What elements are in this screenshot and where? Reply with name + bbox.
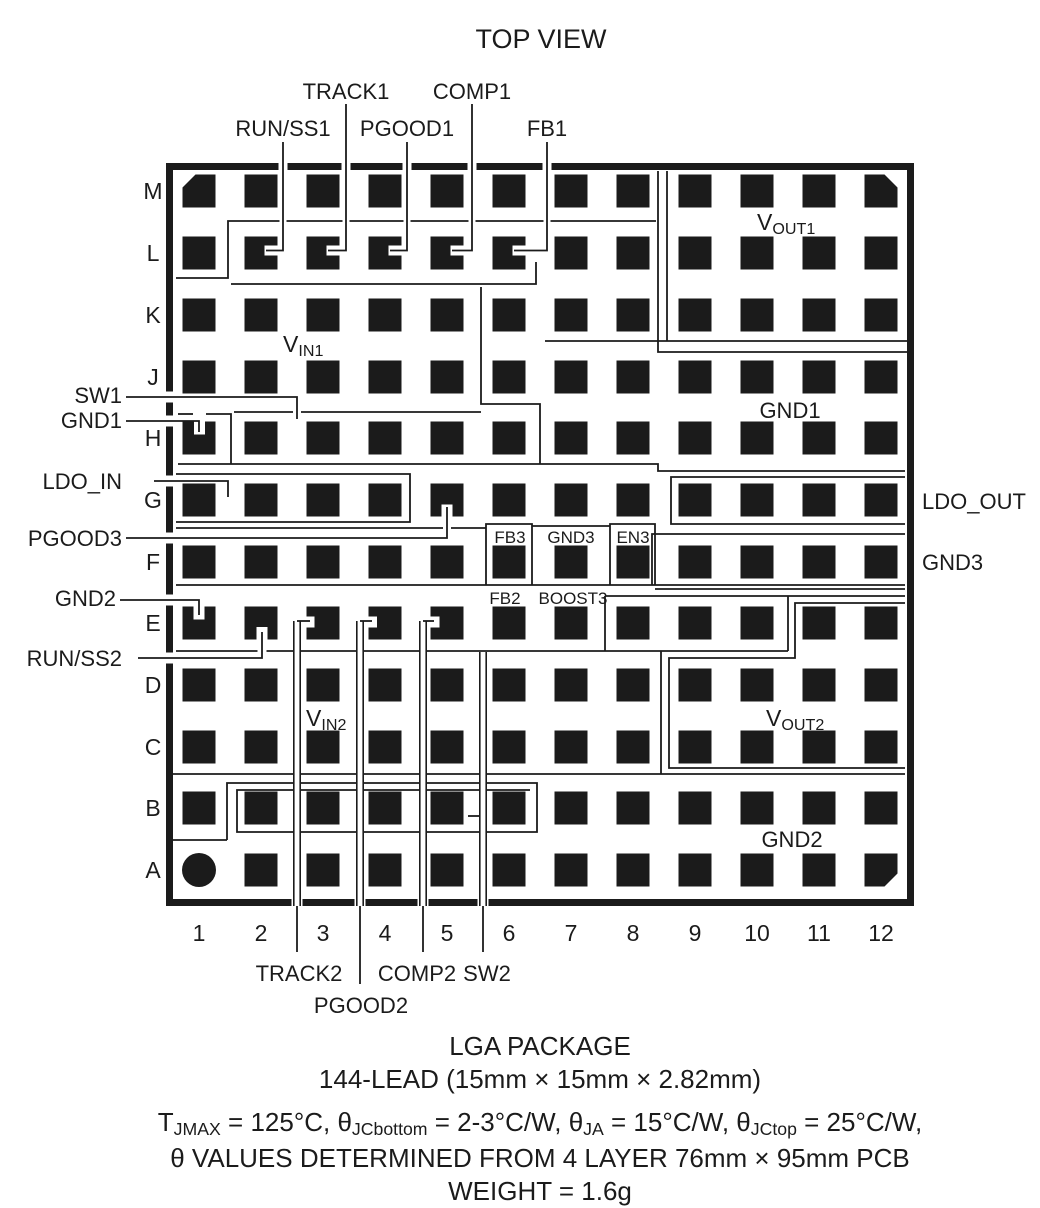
col-label-5: 5 [440,920,454,946]
pad-A4 [369,854,402,887]
pad-B9 [679,792,712,825]
col-label-2: 2 [254,920,268,946]
pad-H3 [307,422,340,455]
pad-B1 [183,792,216,825]
pad-H12 [865,422,898,455]
pad-K4 [369,299,402,332]
label-en3: EN3 [616,528,650,547]
pad-C5 [431,731,464,764]
footer-line-5: WEIGHT = 1.6g [448,1176,632,1206]
pad-A11 [803,854,836,887]
row-label-G: G [144,487,162,513]
label-sw1: SW1 [74,383,122,408]
pad-D3 [307,669,340,702]
pad-M7 [555,175,588,208]
pad-M10 [741,175,774,208]
label-track2: TRACK2 [255,961,343,986]
pad-J7 [555,361,588,394]
label-runss1: RUN/SS1 [235,116,331,141]
pad-K10 [741,299,774,332]
pad-G4 [369,484,402,517]
label-fb3: FB3 [494,528,526,547]
label-track1: TRACK1 [302,79,390,104]
col-label-3: 3 [316,920,330,946]
pad-G10 [741,484,774,517]
pad-K3 [307,299,340,332]
pad-C1 [183,731,216,764]
pad-K1 [183,299,216,332]
pad-grid [182,175,898,888]
pad-F2 [245,546,278,579]
pad-C9 [679,731,712,764]
col-label-6: 6 [502,920,516,946]
col-label-9: 9 [688,920,702,946]
pad-F8 [617,546,650,579]
pad-L7 [555,237,588,270]
pad-K12 [865,299,898,332]
row-label-L: L [146,240,160,266]
label-comp2: COMP2 [377,961,457,986]
footer [0,1030,1040,1208]
pad-G9 [679,484,712,517]
label-vout1: VOUT1 [757,209,816,238]
pad-L8 [617,237,650,270]
pad-M2 [245,175,278,208]
pad-H9 [679,422,712,455]
pad-B8 [617,792,650,825]
pad-E8 [617,607,650,640]
pad-M6 [493,175,526,208]
pad-G12 [865,484,898,517]
pad-J6 [493,361,526,394]
pad-A6 [493,854,526,887]
pad-K5 [431,299,464,332]
pad-K8 [617,299,650,332]
pad-F6 [493,546,526,579]
pad-E10 [741,607,774,640]
label-gnd1_r: GND1 [759,398,821,423]
pad-J11 [803,361,836,394]
pad-M5 [431,175,464,208]
pad-F1 [183,546,216,579]
pad-L9 [679,237,712,270]
pad-M8 [617,175,650,208]
label-sw2: SW2 [463,961,511,986]
footer-line-4: θ VALUES DETERMINED FROM 4 LAYER 76mm × 95mm PCB [170,1143,910,1173]
pad-M9 [679,175,712,208]
row-label-E: E [145,610,161,636]
label-vin1: VIN1 [283,331,324,360]
label-gnd2_l: GND2 [54,586,116,611]
pad-A9 [679,854,712,887]
pad-J12 [865,361,898,394]
pad-K11 [803,299,836,332]
label-gnd3_r: GND3 [922,550,984,575]
pad-D2 [245,669,278,702]
label-gnd1_l: GND1 [60,408,122,433]
col-label-8: 8 [626,920,640,946]
col-label-7: 7 [564,920,578,946]
pad-M1 [183,175,216,208]
pad-F5 [431,546,464,579]
pad-G6 [493,484,526,517]
label-fb2: FB2 [489,589,521,608]
pad-M12 [865,175,898,208]
pad-E12 [865,607,898,640]
pad-C4 [369,731,402,764]
label-gnd2_r: GND2 [761,827,823,852]
pad-B3 [307,792,340,825]
label-pgood2: PGOOD2 [313,993,409,1018]
pad-F7 [555,546,588,579]
row-label-A: A [145,857,161,883]
pad-E11 [803,607,836,640]
pad-D12 [865,669,898,702]
row-label-K: K [145,302,161,328]
row-label-F: F [145,549,161,575]
pad-B4 [369,792,402,825]
label-comp1: COMP1 [432,79,512,104]
pad-B6 [493,792,526,825]
pad-D8 [617,669,650,702]
pad-H6 [493,422,526,455]
label-boost3: BOOST3 [538,589,608,608]
pad-G11 [803,484,836,517]
pad-F10 [741,546,774,579]
pad-K6 [493,299,526,332]
pad-G2 [245,484,278,517]
pad-H4 [369,422,402,455]
row-label-M: M [143,178,163,204]
pad-D11 [803,669,836,702]
pad-G7 [555,484,588,517]
pad-H2 [245,422,278,455]
pad-H11 [803,422,836,455]
pad-A10 [741,854,774,887]
label-fb1: FB1 [526,116,568,141]
row-label-C: C [144,734,162,760]
row-label-J: J [147,364,159,390]
pad-D4 [369,669,402,702]
row-label-D: D [144,672,162,698]
pad-B12 [865,792,898,825]
col-label-1: 1 [192,920,206,946]
pad-G8 [617,484,650,517]
pad-M3 [307,175,340,208]
pad-L1 [183,237,216,270]
pad-A7 [555,854,588,887]
pad-L12 [865,237,898,270]
pad-K2 [245,299,278,332]
label-pgood1: PGOOD1 [359,116,455,141]
label-ldo_in: LDO_IN [42,469,122,494]
pad-B10 [741,792,774,825]
pad-L10 [741,237,774,270]
label-vin2: VIN2 [306,705,347,734]
pad-L11 [803,237,836,270]
label-ldo_out: LDO_OUT [922,489,1026,514]
pad-C12 [865,731,898,764]
pad-C11 [803,731,836,764]
pad-J2 [245,361,278,394]
pad-C8 [617,731,650,764]
pad-E7 [555,607,588,640]
pad-C10 [741,731,774,764]
pad-H10 [741,422,774,455]
page-title: TOP VIEW [475,24,607,54]
col-label-4: 4 [378,920,392,946]
label-runss2: RUN/SS2 [26,646,122,671]
col-label-10: 10 [744,920,770,946]
pad-K7 [555,299,588,332]
pad-D9 [679,669,712,702]
pad-G1 [183,484,216,517]
pad-C6 [493,731,526,764]
pad-J9 [679,361,712,394]
pad-J5 [431,361,464,394]
pad-F11 [803,546,836,579]
label-pgood3: PGOOD3 [27,526,122,551]
pad-D5 [431,669,464,702]
row-label-B: B [145,795,161,821]
pad-H8 [617,422,650,455]
pad-F3 [307,546,340,579]
footer-line-2: 144-LEAD (15mm × 15mm × 2.82mm) [318,1064,762,1094]
pad-J4 [369,361,402,394]
region-outlines [173,171,911,840]
pad-B5 [431,792,464,825]
pad-A1-pin1-marker [182,853,216,887]
pad-F4 [369,546,402,579]
pad-D10 [741,669,774,702]
pad-C2 [245,731,278,764]
pad-A3 [307,854,340,887]
pad-D7 [555,669,588,702]
pad-M4 [369,175,402,208]
footer-line-3: TJMAX = 125°C, θJCbottom = 2-3°C/W, θJA = 15°C/W, θJCtop = 25°C/W, [157,1107,923,1139]
col-label-11: 11 [807,920,831,946]
pad-H7 [555,422,588,455]
pad-D6 [493,669,526,702]
pad-A12 [865,854,898,887]
pad-D1 [183,669,216,702]
pad-A2 [245,854,278,887]
pad-B7 [555,792,588,825]
pad-J8 [617,361,650,394]
label-vout2: VOUT2 [766,705,825,734]
pad-H5 [431,422,464,455]
pad-J3 [307,361,340,394]
footer-line-1: LGA PACKAGE [449,1031,631,1061]
pad-B2 [245,792,278,825]
col-label-12: 12 [868,920,894,946]
pad-C3 [307,731,340,764]
pad-M11 [803,175,836,208]
pad-A8 [617,854,650,887]
pad-E9 [679,607,712,640]
pad-J10 [741,361,774,394]
pad-A5 [431,854,464,887]
pad-J1 [183,361,216,394]
pad-F12 [865,546,898,579]
pad-F9 [679,546,712,579]
pad-G3 [307,484,340,517]
pad-B11 [803,792,836,825]
pad-notches [194,246,527,641]
pad-E6 [493,607,526,640]
pad-K9 [679,299,712,332]
row-label-H: H [144,425,162,451]
label-gnd3_m: GND3 [547,528,595,547]
pad-C7 [555,731,588,764]
